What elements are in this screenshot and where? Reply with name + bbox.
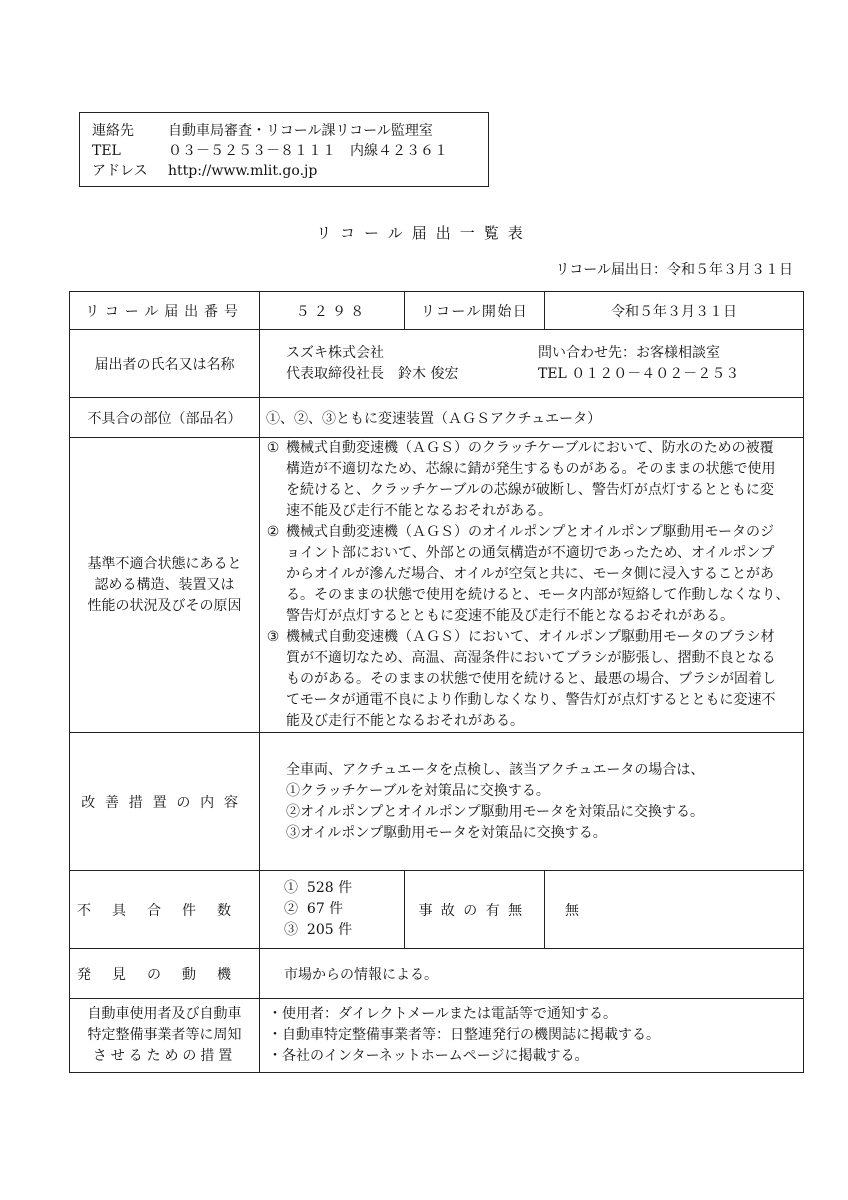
discovery-value: 市場からの情報による。: [260, 949, 804, 999]
accident-label: 事故の有無: [405, 871, 545, 949]
condition-item: [260, 438, 803, 522]
inquiry-contact: 問い合わせ先：お客様相談室: [538, 344, 720, 361]
condition-line: 警告灯が点灯するとともに変速不能及び走行不能となるおそれがある。: [286, 608, 734, 624]
start-date: 令和５年３月３１日: [545, 292, 804, 330]
representative: 代表取締役社長 鈴木 俊宏: [286, 365, 459, 382]
notify-label-line: させるための措置: [92, 1048, 237, 1064]
contact-row-address: [92, 161, 488, 181]
defect-count-value: 528 件: [306, 880, 353, 896]
row-remedy: [70, 733, 804, 871]
condition-line: てモータが通電不良により作動しなくなり、警告灯が点灯するとともに変速不: [286, 692, 776, 708]
row-conditions: [70, 438, 804, 733]
contact-row-tel: [92, 141, 488, 161]
condition-line: 機械式自動変速機（ＡＧＳ）のオイルポンプとオイルポンプ駆動用モータのジ: [286, 524, 775, 540]
contact-box: [79, 112, 489, 187]
recall-table: [69, 291, 804, 1073]
row-part: [70, 398, 804, 438]
remedy-cell: [260, 733, 804, 871]
notify-label-line: 自動車使用者及び自動車: [87, 1006, 242, 1022]
filing-date: リコール届出日：令和５年３月３１日: [555, 262, 793, 278]
conditions-label-line: 基準不適合状態にあると: [87, 555, 242, 572]
defect-count-number: ②: [284, 901, 298, 917]
condition-line: 構造が不適切なため、芯線に錆が発生するものがある。そのままの状態で使用: [286, 461, 776, 477]
remedy-line: 全車両、アクチュエータを点検し、該当アクチュエータの場合は、: [286, 761, 705, 778]
condition-line: 機械式自動変速機（ＡＧＳ）において、オイルポンプ駆動用モータのブラシ材: [286, 629, 775, 645]
defect-count-value: 205 件: [306, 922, 353, 938]
defect-count-value: 67 件: [306, 901, 344, 917]
row-defects: [70, 871, 804, 949]
start-date-label: リコール開始日: [405, 292, 545, 330]
address-label: アドレス: [92, 163, 148, 179]
condition-line: からオイルが滲んだ場合、オイルが空気と共に、モータ側に浸入することがあ: [286, 566, 775, 582]
recall-number: ５２９８: [260, 292, 405, 330]
remedy-label: 改善措置の内容: [70, 733, 260, 871]
defect-count-item: [284, 899, 404, 920]
condition-item: [260, 627, 803, 732]
condition-line: ものがある。そのままの状態で使用を続けると、最悪の場合、ブラシが固着し: [286, 671, 776, 687]
defect-count-number: ①: [284, 880, 298, 896]
condition-item: [260, 522, 803, 627]
row-notify: [70, 999, 804, 1073]
contact-tel: ０３－５２５３－８１１１ 内線４２３６１: [168, 143, 448, 159]
conditions-cell: [260, 438, 804, 733]
conditions-label: [70, 438, 260, 733]
condition-number: ③: [266, 629, 280, 645]
contact-office: 自動車局審査・リコール課リコール監理室: [168, 123, 433, 139]
condition-line: 速不能及び走行不能となるおそれがある。: [286, 503, 552, 519]
contact-label: 連絡先: [92, 123, 134, 139]
tel-label: TEL: [92, 143, 121, 159]
condition-line: 能及び走行不能となるおそれがある。: [286, 713, 524, 729]
notify-line: ・各社のインターネットホームページに掲載する。: [268, 1048, 589, 1064]
row-discovery: [70, 949, 804, 999]
defect-count-number: ③: [284, 922, 298, 938]
contact-row-office: [92, 121, 488, 141]
contact-url[interactable]: http://www.mlit.go.jp: [168, 163, 318, 179]
recall-number-label: リコール届出番号: [70, 292, 260, 330]
defect-count-cell: [260, 871, 405, 949]
filer-label: 届出者の氏名又は名称: [70, 330, 260, 398]
notify-cell: [260, 999, 804, 1073]
conditions-label-line: 性能の状況及びその原因: [87, 597, 242, 614]
row-filer: [70, 330, 804, 398]
condition-line: を続けると、クラッチケーブルの芯線が破断し、警告灯が点灯するとともに変: [286, 482, 774, 498]
remedy-line: ③オイルポンプ駆動用モータを対策品に交換する。: [286, 824, 607, 841]
part-name: ①、②、③ともに変速装置（ＡＧＳアクチュエータ）: [260, 398, 804, 438]
row-recall-number: [70, 292, 804, 330]
defect-count-item: [284, 920, 404, 941]
condition-number: ②: [266, 524, 280, 540]
notify-line: ・使用者：ダイレクトメールまたは電話等で通知する。: [268, 1006, 618, 1022]
remedy-line: ②オイルポンプとオイルポンプ駆動用モータを対策品に交換する。: [286, 803, 705, 820]
condition-line: る。そのままの状態で使用を続けると、モータ内部が短絡して作動しなくなり、: [286, 587, 790, 603]
notify-line: ・自動車特定整備事業者等：日整連発行の機関誌に掲載する。: [268, 1027, 660, 1043]
page-title: リコール届出一覧表: [316, 224, 532, 242]
discovery-label: 発見の動機: [70, 949, 260, 999]
defect-count-label: 不具合件数: [70, 871, 260, 949]
part-label: 不具合の部位（部品名）: [70, 398, 260, 438]
defect-count-item: [284, 878, 404, 899]
condition-line: 質が不適切なため、高温、高湿条件においてブラシが膨張し、摺動不良となる: [286, 650, 776, 666]
inquiry-tel: TEL ０１２０－４０２－２５３: [538, 365, 740, 382]
condition-number: ①: [266, 440, 280, 456]
filer-cell: [260, 330, 804, 398]
remedy-line: ①クラッチケーブルを対策品に交換する。: [286, 782, 550, 799]
notify-label: [70, 999, 260, 1073]
accident-value: 無: [545, 871, 804, 949]
notify-label-line: 特定整備事業者等に周知: [87, 1027, 242, 1043]
condition-line: 機械式自動変速機（ＡＧＳ）のクラッチケーブルにおいて、防水のための被覆: [286, 440, 774, 456]
condition-line: ョイント部において、外部との通気構造が不適切であったため、オイルポンプ: [286, 545, 775, 561]
company-name: スズキ株式会社: [286, 344, 384, 361]
conditions-label-line: 認める構造、装置又は: [94, 576, 235, 593]
